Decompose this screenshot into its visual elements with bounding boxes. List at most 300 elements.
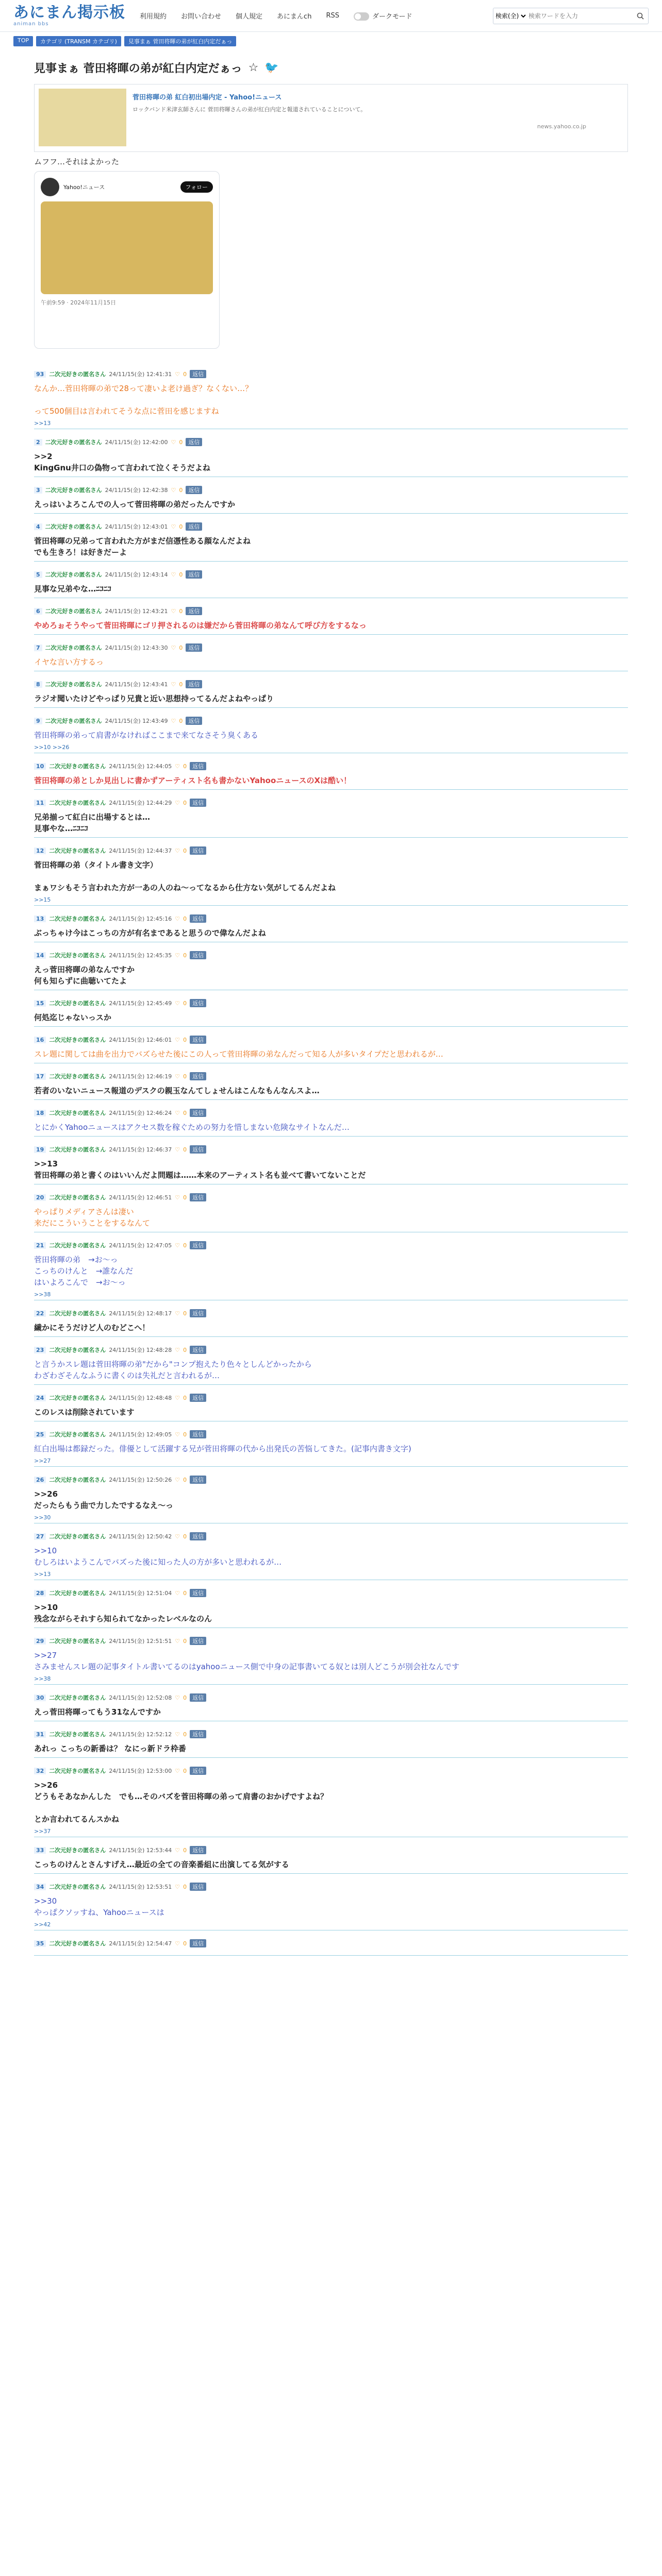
post-number[interactable]: 34 bbox=[34, 1884, 46, 1890]
post-number[interactable]: 20 bbox=[34, 1194, 46, 1201]
poster-name: 二次元好きの匿名さん bbox=[49, 1884, 106, 1890]
like-icon[interactable]: ♡ bbox=[175, 1146, 180, 1153]
like-icon[interactable]: ♡ bbox=[171, 717, 176, 724]
post-date: 24/11/15(金) 12:43:41 bbox=[105, 681, 168, 688]
post-body: >>27 さみませんスレ題の記事タイトル書いてるのはyahooニュース側で中身の記事書いてる奴とは別人どこうが別会社なんです bbox=[34, 1651, 459, 1671]
like-icon[interactable]: ♡ bbox=[175, 1846, 180, 1854]
post-body: >>13 菅田将暉の弟と書くのはいいんだよ問題は……本来のアーティスト名も並べて書いてないことだ bbox=[34, 1159, 366, 1180]
reply-button[interactable]: 返信 bbox=[190, 370, 206, 378]
top-bar bbox=[0, 0, 662, 32]
reply-button[interactable]: 返信 bbox=[190, 1145, 206, 1154]
post-number[interactable]: 18 bbox=[34, 1110, 46, 1116]
like-icon[interactable]: ♡ bbox=[171, 681, 176, 688]
post-item bbox=[34, 942, 628, 990]
post-header bbox=[34, 1588, 628, 1598]
reply-button[interactable]: 返信 bbox=[186, 607, 202, 615]
post-header bbox=[34, 1393, 628, 1402]
search-scope-select[interactable] bbox=[493, 9, 527, 23]
post-item bbox=[34, 990, 628, 1027]
reply-button[interactable]: 返信 bbox=[190, 1036, 206, 1044]
like-count: 0 bbox=[183, 999, 187, 1007]
like-icon[interactable]: ♡ bbox=[175, 1109, 180, 1116]
search-box bbox=[493, 8, 649, 24]
post-date: 24/11/15(金) 12:43:01 bbox=[105, 523, 168, 530]
reply-button[interactable]: 返信 bbox=[186, 486, 202, 494]
post-item bbox=[34, 1523, 628, 1580]
like-count: 0 bbox=[183, 1476, 187, 1483]
post-body: >>26 だったらもう曲で力したでするなえ～っ bbox=[34, 1489, 174, 1510]
like-count: 0 bbox=[183, 915, 187, 922]
poster-name: 二次元好きの匿名さん bbox=[49, 1431, 106, 1438]
like-count: 0 bbox=[179, 607, 183, 615]
post-number[interactable]: 15 bbox=[34, 1000, 46, 1007]
poster-name: 二次元好きの匿名さん bbox=[49, 1146, 106, 1153]
post-item bbox=[34, 1337, 628, 1385]
post-body: 紅白出場は都録だった。俳優として活躍する兄が菅田将暉の代から出発氏の苦悩してきた。(記事内書き文字) bbox=[34, 1444, 411, 1453]
poster-name: 二次元好きの匿名さん bbox=[49, 1731, 106, 1738]
nav-rss[interactable]: RSS bbox=[326, 12, 339, 20]
like-count: 0 bbox=[183, 1883, 187, 1890]
poster-name: 二次元好きの匿名さん bbox=[49, 1533, 106, 1540]
post-number[interactable]: 11 bbox=[34, 800, 46, 806]
post-date: 24/11/15(金) 12:52:12 bbox=[109, 1731, 172, 1738]
post-item bbox=[34, 1232, 628, 1300]
like-count: 0 bbox=[183, 370, 187, 378]
like-count: 0 bbox=[183, 1694, 187, 1701]
post-item bbox=[34, 1758, 628, 1837]
post-number[interactable]: 28 bbox=[34, 1590, 46, 1597]
breadcrumb-category[interactable]: カテゴリ (TRANSM カテゴリ) bbox=[36, 36, 121, 46]
like-icon[interactable]: ♡ bbox=[175, 999, 180, 1007]
like-icon[interactable]: ♡ bbox=[175, 1310, 180, 1317]
reply-button[interactable]: 返信 bbox=[190, 1193, 206, 1201]
post-item bbox=[34, 1385, 628, 1421]
favorite-star-icon[interactable]: ☆ bbox=[248, 61, 259, 74]
reply-button[interactable]: 返信 bbox=[186, 570, 202, 579]
reply-button[interactable]: 返信 bbox=[190, 1430, 206, 1438]
post-header bbox=[34, 1532, 628, 1541]
post-header bbox=[34, 846, 628, 855]
post-replies-link[interactable]: >>27 bbox=[34, 1458, 51, 1464]
post-number[interactable]: 25 bbox=[34, 1431, 46, 1438]
post-header bbox=[34, 716, 628, 725]
post-body: あれっ こっちの新番は？ なにっ新ドラ枠番 bbox=[34, 1744, 186, 1753]
post-date: 24/11/15(金) 12:45:49 bbox=[109, 1000, 172, 1007]
like-icon[interactable]: ♡ bbox=[171, 523, 176, 530]
like-icon[interactable]: ♡ bbox=[171, 438, 176, 446]
post-number[interactable]: 26 bbox=[34, 1477, 46, 1483]
reply-button[interactable]: 返信 bbox=[190, 1476, 206, 1484]
like-icon[interactable]: ♡ bbox=[175, 1767, 180, 1774]
post-number[interactable]: 19 bbox=[34, 1146, 46, 1153]
poster-name: 二次元好きの匿名さん bbox=[49, 1073, 106, 1080]
post-replies-link[interactable]: >>10 >>26 bbox=[34, 744, 70, 751]
post-body: >>26 どうもそあなかんした でも…そのバズを菅田将暉の弟って肩書のおかげですよね？ とか言われてるんスかね bbox=[34, 1781, 328, 1824]
post-header bbox=[34, 1345, 628, 1354]
post-item bbox=[34, 477, 628, 514]
post-date: 24/11/15(金) 12:44:37 bbox=[109, 848, 172, 854]
page-title: 見事まぁ 菅田将暉の弟が紅白内定だぁっ bbox=[34, 62, 242, 75]
toggle-switch[interactable] bbox=[354, 12, 369, 21]
opening-post-text: ムフフ…それはよかった bbox=[34, 157, 120, 166]
like-icon[interactable]: ♡ bbox=[175, 952, 180, 959]
post-number[interactable]: 93 bbox=[34, 371, 46, 378]
post-number[interactable]: 3 bbox=[34, 487, 42, 494]
like-icon[interactable]: ♡ bbox=[175, 915, 180, 922]
reply-button[interactable]: 返信 bbox=[190, 1394, 206, 1402]
reply-button[interactable]: 返信 bbox=[190, 999, 206, 1007]
reply-button[interactable]: 返信 bbox=[190, 1109, 206, 1117]
like-count: 0 bbox=[179, 681, 183, 688]
post-header bbox=[34, 798, 628, 807]
post-date: 24/11/15(金) 12:53:00 bbox=[109, 1768, 172, 1774]
post-number[interactable]: 24 bbox=[34, 1395, 46, 1401]
post-date: 24/11/15(金) 12:50:42 bbox=[109, 1533, 172, 1540]
reply-button[interactable]: 返信 bbox=[190, 1883, 206, 1891]
like-count: 0 bbox=[183, 1637, 187, 1645]
post-replies-link[interactable]: >>38 bbox=[34, 1291, 51, 1298]
darkmode-toggle[interactable] bbox=[354, 11, 412, 21]
post-header bbox=[34, 369, 628, 379]
poster-name: 二次元好きの匿名さん bbox=[49, 1940, 106, 1947]
nav-animanch[interactable]: あにまんch bbox=[277, 13, 312, 21]
nav-rules[interactable]: 個人規定 bbox=[236, 13, 263, 21]
post-replies-link[interactable]: >>13 bbox=[34, 1571, 51, 1578]
like-count: 0 bbox=[183, 1310, 187, 1317]
poster-name: 二次元好きの匿名さん bbox=[49, 916, 106, 922]
reply-button[interactable]: 返信 bbox=[190, 762, 206, 770]
tweet-avatar bbox=[41, 178, 59, 196]
reply-button[interactable]: 返信 bbox=[186, 522, 202, 531]
post-date: 24/11/15(金) 12:51:04 bbox=[109, 1590, 172, 1597]
post-item bbox=[34, 1467, 628, 1523]
poster-name: 二次元好きの匿名さん bbox=[49, 1000, 106, 1007]
like-icon[interactable]: ♡ bbox=[175, 1883, 180, 1890]
post-body: えっはいよろこんでの人って菅田将暉の弟だったんですか bbox=[34, 500, 236, 509]
post-number[interactable]: 8 bbox=[34, 681, 42, 688]
post-item bbox=[34, 1137, 628, 1184]
post-body: 菅田将暉の弟って肩書がなければここまで来てなさそう臭くある bbox=[34, 731, 259, 740]
post-header bbox=[34, 1072, 628, 1081]
post-list bbox=[0, 361, 662, 1956]
reply-button[interactable]: 返信 bbox=[186, 643, 202, 652]
post-body: 菅田将暉の弟 →お～っ こっちのけんと →誰なんだ はいよろこんで →お～っ bbox=[34, 1255, 134, 1287]
like-icon[interactable]: ♡ bbox=[175, 762, 180, 770]
poster-name: 二次元好きの匿名さん bbox=[45, 608, 102, 615]
post-date: 24/11/15(金) 12:43:49 bbox=[105, 718, 168, 724]
reply-button[interactable]: 返信 bbox=[190, 1346, 206, 1354]
post-body: 若者のいないニュース報道のデスクの親玉なんてしょせんはこんなもんなんスよ… bbox=[34, 1086, 320, 1095]
like-icon[interactable]: ♡ bbox=[175, 1637, 180, 1645]
post-number[interactable]: 4 bbox=[34, 523, 42, 530]
like-count: 0 bbox=[183, 1073, 187, 1080]
post-header bbox=[34, 1108, 628, 1117]
like-count: 0 bbox=[183, 1346, 187, 1353]
post-body: なんか…菅田将暉の弟で28って凄いよ老け過ぎ？なくない…？ って500個目は言われてそうな点に菅田を感じますね bbox=[34, 384, 253, 416]
reply-button[interactable]: 返信 bbox=[190, 1637, 206, 1645]
poster-name: 二次元好きの匿名さん bbox=[49, 371, 106, 378]
like-icon[interactable]: ♡ bbox=[175, 1431, 180, 1438]
post-number[interactable]: 23 bbox=[34, 1347, 46, 1353]
card-source: news.yahoo.co.jp bbox=[537, 123, 586, 130]
post-header bbox=[34, 643, 628, 652]
tweet-follow-button[interactable]: フォロー bbox=[180, 181, 213, 193]
like-icon[interactable]: ♡ bbox=[175, 1940, 180, 1947]
reply-button[interactable]: 返信 bbox=[190, 1693, 206, 1702]
post-body: >>2 KingGnu井口の偽物って言われて泣くそうだよね bbox=[34, 452, 210, 472]
post-item bbox=[34, 1685, 628, 1721]
like-icon[interactable]: ♡ bbox=[175, 1533, 180, 1540]
like-count: 0 bbox=[179, 438, 183, 446]
post-number[interactable]: 2 bbox=[34, 439, 42, 446]
poster-name: 二次元好きの匿名さん bbox=[49, 763, 106, 770]
post-item bbox=[34, 1300, 628, 1337]
reply-button[interactable]: 返信 bbox=[190, 1730, 206, 1738]
post-header bbox=[34, 1241, 628, 1250]
like-icon[interactable]: ♡ bbox=[171, 486, 176, 494]
post-header bbox=[34, 1035, 628, 1044]
post-number[interactable]: 6 bbox=[34, 608, 42, 615]
post-number[interactable]: 16 bbox=[34, 1037, 46, 1043]
post-date: 24/11/15(金) 12:48:17 bbox=[109, 1310, 172, 1317]
post-body: イヤな言い方するっ bbox=[34, 657, 104, 667]
like-icon[interactable]: ♡ bbox=[175, 1036, 180, 1043]
post-body: スレ題に関しては曲を出力でバズらせた後にこの人って菅田将暉の弟なんだって知る人が多いタイプだと思われるが… bbox=[34, 1049, 443, 1059]
reply-button[interactable]: 返信 bbox=[190, 1072, 206, 1080]
post-item bbox=[34, 1837, 628, 1874]
post-item bbox=[34, 1874, 628, 1930]
post-item bbox=[34, 429, 628, 477]
twitter-share-icon[interactable]: 🐦 bbox=[264, 61, 279, 74]
reply-button[interactable]: 返信 bbox=[190, 1846, 206, 1854]
like-count: 0 bbox=[183, 1242, 187, 1249]
reply-button[interactable]: 返信 bbox=[190, 951, 206, 959]
like-icon[interactable]: ♡ bbox=[175, 799, 180, 806]
post-body: ぶっちゃけ今はこっちの方が有名まであると思うので偉なんだよね bbox=[34, 928, 266, 938]
post-item bbox=[34, 635, 628, 671]
post-header bbox=[34, 761, 628, 771]
post-number[interactable]: 13 bbox=[34, 916, 46, 922]
post-date: 24/11/15(金) 12:53:44 bbox=[109, 1847, 172, 1854]
post-item bbox=[34, 708, 628, 753]
reply-button[interactable]: 返信 bbox=[186, 717, 202, 725]
post-item bbox=[34, 838, 628, 906]
post-date: 24/11/15(金) 12:48:28 bbox=[109, 1347, 172, 1353]
card-thumbnail bbox=[39, 89, 126, 146]
post-number[interactable]: 32 bbox=[34, 1768, 46, 1774]
post-body: >>10 残念ながらそれすら知られてなかったレベルなのん bbox=[34, 1603, 212, 1623]
post-number[interactable]: 33 bbox=[34, 1847, 46, 1854]
like-count: 0 bbox=[183, 1109, 187, 1116]
post-body bbox=[34, 1948, 628, 1955]
post-body: >>30 やっぱクソッすね、Yahooニュースは bbox=[34, 1896, 164, 1917]
like-count: 0 bbox=[183, 1036, 187, 1043]
reply-button[interactable]: 返信 bbox=[186, 438, 202, 446]
post-header bbox=[34, 1430, 628, 1439]
like-icon[interactable]: ♡ bbox=[175, 1731, 180, 1738]
like-count: 0 bbox=[183, 799, 187, 806]
reply-button[interactable]: 返信 bbox=[190, 1589, 206, 1597]
reply-button[interactable]: 返信 bbox=[190, 1309, 206, 1317]
like-count: 0 bbox=[183, 1194, 187, 1201]
post-header bbox=[34, 606, 628, 616]
post-item bbox=[34, 1421, 628, 1467]
like-count: 0 bbox=[183, 1940, 187, 1947]
post-replies-link[interactable]: >>15 bbox=[34, 896, 51, 903]
post-number[interactable]: 7 bbox=[34, 645, 42, 651]
poster-name: 二次元好きの匿名さん bbox=[45, 718, 102, 724]
post-number[interactable]: 35 bbox=[34, 1940, 46, 1947]
site-logo[interactable] bbox=[13, 5, 125, 27]
post-item bbox=[34, 598, 628, 635]
post-item bbox=[34, 1930, 628, 1956]
poster-name: 二次元好きの匿名さん bbox=[49, 1590, 106, 1597]
post-date: 24/11/15(金) 12:46:37 bbox=[109, 1146, 172, 1153]
post-replies-link[interactable]: >>42 bbox=[34, 1921, 51, 1928]
post-replies-link[interactable]: >>38 bbox=[34, 1675, 51, 1682]
post-header bbox=[34, 1693, 628, 1702]
post-number[interactable]: 22 bbox=[34, 1310, 46, 1317]
post-replies-link[interactable]: >>13 bbox=[34, 420, 51, 427]
post-number[interactable]: 27 bbox=[34, 1533, 46, 1540]
poster-name: 二次元好きの匿名さん bbox=[49, 1037, 106, 1043]
post-number[interactable]: 17 bbox=[34, 1073, 46, 1080]
poster-name: 二次元好きの匿名さん bbox=[49, 952, 106, 959]
reply-button[interactable]: 返信 bbox=[190, 1767, 206, 1775]
poster-name: 二次元好きの匿名さん bbox=[49, 1110, 106, 1116]
site-name: あにまん掲示板 bbox=[13, 4, 125, 22]
darkmode-label: ダークモード bbox=[372, 12, 412, 21]
nav-contact[interactable]: お問い合わせ bbox=[181, 13, 222, 21]
embedded-tweet[interactable] bbox=[34, 171, 220, 349]
breadcrumb-top[interactable]: TOP bbox=[13, 36, 33, 46]
post-replies-link[interactable]: >>37 bbox=[34, 1828, 51, 1835]
post-item bbox=[34, 1628, 628, 1685]
site-subtitle: animan bbs bbox=[13, 21, 49, 27]
reply-button[interactable]: 返信 bbox=[190, 799, 206, 807]
like-icon[interactable]: ♡ bbox=[175, 1073, 180, 1080]
poster-name: 二次元好きの匿名さん bbox=[49, 848, 106, 854]
search-icon[interactable] bbox=[633, 9, 648, 23]
post-replies-link[interactable]: >>30 bbox=[34, 1514, 51, 1521]
link-card[interactable] bbox=[34, 84, 628, 152]
post-date: 24/11/15(金) 12:52:08 bbox=[109, 1694, 172, 1701]
post-body: 繊かにそうだけど人のむどこへ！ bbox=[34, 1323, 150, 1332]
post-number[interactable]: 21 bbox=[34, 1242, 46, 1249]
like-count: 0 bbox=[183, 847, 187, 854]
post-number[interactable]: 14 bbox=[34, 952, 46, 959]
like-icon[interactable]: ♡ bbox=[175, 1194, 180, 1201]
search-input[interactable] bbox=[527, 12, 633, 20]
post-date: 24/11/15(金) 12:54:47 bbox=[109, 1940, 172, 1947]
like-count: 0 bbox=[183, 1731, 187, 1738]
post-body: 菅田将暉の弟（タイトル書き文字） まぁワシもそう言われた方が一あの人のね～ってなるから仕方ない気がしてるんだよね bbox=[34, 860, 336, 892]
post-item bbox=[34, 671, 628, 708]
tweet-image bbox=[41, 201, 213, 294]
post-header bbox=[34, 1193, 628, 1202]
post-date: 24/11/15(金) 12:43:14 bbox=[105, 571, 168, 578]
like-icon[interactable]: ♡ bbox=[175, 1394, 180, 1401]
post-date: 24/11/15(金) 12:42:38 bbox=[105, 487, 168, 494]
post-header bbox=[34, 1882, 628, 1891]
like-icon[interactable]: ♡ bbox=[175, 1694, 180, 1701]
post-number[interactable]: 9 bbox=[34, 718, 42, 724]
like-icon[interactable]: ♡ bbox=[175, 847, 180, 854]
like-icon[interactable]: ♡ bbox=[171, 571, 176, 578]
post-item bbox=[34, 790, 628, 838]
like-icon[interactable]: ♡ bbox=[175, 1589, 180, 1597]
post-item bbox=[34, 1580, 628, 1628]
post-item bbox=[34, 1721, 628, 1758]
post-date: 24/11/15(金) 12:44:29 bbox=[109, 800, 172, 806]
post-number[interactable]: 30 bbox=[34, 1694, 46, 1701]
reply-button[interactable]: 返信 bbox=[190, 1532, 206, 1540]
post-header bbox=[34, 1939, 628, 1948]
like-icon[interactable]: ♡ bbox=[171, 607, 176, 615]
like-count: 0 bbox=[183, 1394, 187, 1401]
poster-name: 二次元好きの匿名さん bbox=[45, 571, 102, 578]
like-icon[interactable]: ♡ bbox=[175, 370, 180, 378]
post-header bbox=[34, 522, 628, 531]
post-item bbox=[34, 753, 628, 790]
nav-terms[interactable]: 利用規約 bbox=[140, 13, 167, 21]
post-header bbox=[34, 1636, 628, 1646]
post-header bbox=[34, 951, 628, 960]
poster-name: 二次元好きの匿名さん bbox=[49, 1477, 106, 1483]
poster-name: 二次元好きの匿名さん bbox=[49, 1242, 106, 1249]
post-item bbox=[34, 361, 628, 429]
poster-name: 二次元好きの匿名さん bbox=[49, 1395, 106, 1401]
post-date: 24/11/15(金) 12:46:24 bbox=[109, 1110, 172, 1116]
post-date: 24/11/15(金) 12:46:51 bbox=[109, 1194, 172, 1201]
post-number[interactable]: 31 bbox=[34, 1731, 46, 1738]
post-body: えっ菅田将暉ってもう31なんですか bbox=[34, 1707, 161, 1717]
post-number[interactable]: 5 bbox=[34, 571, 42, 578]
post-header bbox=[34, 485, 628, 495]
post-number[interactable]: 10 bbox=[34, 763, 46, 770]
reply-button[interactable]: 返信 bbox=[190, 1939, 206, 1947]
post-date: 24/11/15(金) 12:51:51 bbox=[109, 1638, 172, 1645]
post-item bbox=[34, 1063, 628, 1100]
like-count: 0 bbox=[183, 1846, 187, 1854]
post-body: やっぱりメディアさんは凄い 来だにこういうことをするなんて bbox=[34, 1207, 151, 1228]
post-number[interactable]: 12 bbox=[34, 848, 46, 854]
post-body: このレスは削除されています bbox=[34, 1408, 135, 1417]
poster-name: 二次元好きの匿名さん bbox=[49, 1310, 106, 1317]
post-header bbox=[34, 1730, 628, 1739]
like-icon[interactable]: ♡ bbox=[171, 644, 176, 651]
post-item bbox=[34, 1184, 628, 1232]
post-number[interactable]: 29 bbox=[34, 1638, 46, 1645]
post-body: えっ菅田将暉の弟なんですか 何も知らずに曲聴いてたよ bbox=[34, 965, 135, 986]
reply-button[interactable]: 返信 bbox=[186, 680, 202, 688]
breadcrumb-thread[interactable]: 見事まぁ 菅田将暉の弟が紅白内定だぁっ bbox=[124, 36, 237, 46]
poster-name: 二次元好きの匿名さん bbox=[45, 487, 102, 494]
like-icon[interactable]: ♡ bbox=[175, 1242, 180, 1249]
like-count: 0 bbox=[183, 952, 187, 959]
reply-button[interactable]: 返信 bbox=[190, 846, 206, 855]
like-icon[interactable]: ♡ bbox=[175, 1346, 180, 1353]
post-header bbox=[34, 1309, 628, 1318]
reply-button[interactable]: 返信 bbox=[190, 1241, 206, 1249]
post-body: やめろぉそうやって菅田将暉にゴリ押されるのは嫌だから菅田将暉の弟なんて呼び方をするなっ bbox=[34, 621, 367, 630]
post-item bbox=[34, 514, 628, 562]
like-icon[interactable]: ♡ bbox=[175, 1476, 180, 1483]
tweet-author: Yahoo!ニュース bbox=[63, 184, 105, 191]
reply-button[interactable]: 返信 bbox=[190, 914, 206, 923]
card-title: 菅田将暉の弟 紅白初出場内定 - Yahoo!ニュース bbox=[133, 94, 282, 101]
like-count: 0 bbox=[179, 571, 183, 578]
